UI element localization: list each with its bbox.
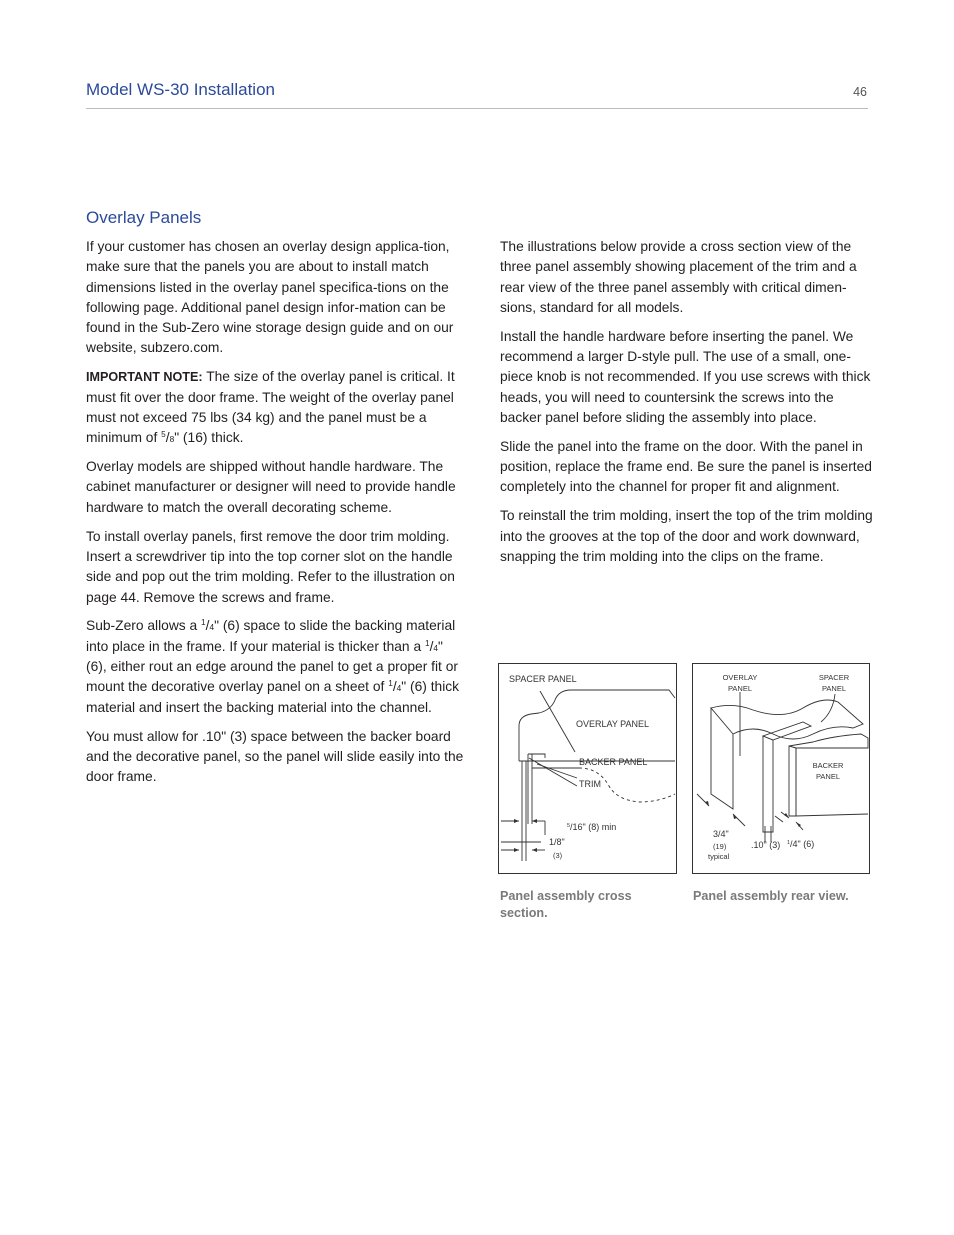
fraction-numerator: 1 bbox=[388, 679, 393, 689]
dimension-text: " (8) min bbox=[582, 822, 617, 832]
label-overlay-panel: OVERLAY PANEL bbox=[722, 673, 758, 693]
paragraph: Install the handle hardware before inserting the panel. We recommend a larger D-style pull. The use of a small, one-piece knob is not recommended. If you use screws with thick heads, you will need to countersink the screws into the backer panel before sliding the assembly into place. bbox=[500, 328, 871, 425]
label-overlay-panel: OVERLAY PANEL bbox=[576, 719, 650, 729]
paragraph-text: The size of the overlay panel is critical. It must fit over the door frame. The weight of the overlay panel must not exceed 75 lbs (34 kg) and the panel must be a minimum of bbox=[86, 369, 455, 446]
cross-section-drawing bbox=[499, 664, 676, 873]
fraction-denominator: 16 bbox=[572, 822, 583, 832]
paragraph-important-note: IMPORTANT NOTE: The size of the overlay panel is critical. It must fit over the door frame. The weight of the overlay panel must not exceed 75 lbs (34 kg) and the panel must be a minimum of $^5$/8" (16) thick. bbox=[86, 369, 455, 446]
header-divider bbox=[86, 108, 868, 109]
dimension-mm: (19) bbox=[713, 842, 727, 851]
left-column bbox=[86, 237, 466, 796]
label-backer-panel: BACKER PANEL bbox=[812, 761, 844, 781]
dimension-label: $^1$/4" (6) bbox=[787, 839, 815, 849]
fraction-denominator: 4 bbox=[433, 643, 439, 653]
paragraph: The illustrations below provide a cross section view of the three panel assembly showing placement of the trim and a rear view of the three panel assembly with critical dimen-sions, standard for all models. bbox=[500, 239, 857, 315]
label-trim: TRIM bbox=[579, 779, 601, 789]
dimension-unit: " bbox=[561, 837, 565, 847]
figure-rear-view bbox=[692, 663, 870, 874]
fraction-denominator: 4 bbox=[792, 839, 798, 849]
paragraph: Sub-Zero allows a $^1$/4" (6) space to slide the backing material into place in the frame. If your material is thicker than a $^1$/4" (6), either rout an edge around the panel to get a proper fit or mount the decorative overlay panel on a sheet of $^1$/4" (6) thick material and insert the backing material into the channel. bbox=[86, 618, 460, 715]
fraction-numerator: 1 bbox=[549, 837, 555, 847]
paragraph: You must allow for .10" (3) space between the backer board and the decorative panel, so the panel will slide easily into the door frame. bbox=[86, 728, 464, 785]
paragraph: Overlay models are shipped without handle hardware. The cabinet manufacturer or designer will need to provide handle hardware to match the overall decorating scheme. bbox=[86, 459, 456, 515]
label-spacer-panel: SPACER PANEL bbox=[509, 674, 577, 684]
dimension-note: typical bbox=[708, 852, 730, 861]
fraction-denominator: 8 bbox=[169, 435, 175, 445]
paragraph: To install overlay panels, first remove the door trim molding. Insert a screwdriver tip into the top corner slot on the handle side and pop out the trim molding. Refer to the illustration on page 44. Remove the screws and frame. bbox=[86, 528, 455, 605]
dimension-unit: " bbox=[725, 829, 729, 839]
important-note-label: IMPORTANT NOTE: bbox=[86, 370, 203, 385]
paragraph: To reinstall the trim molding, insert the top of the trim molding into the grooves at the top of the door and work downward, snapping the trim molding into the clips on the frame. bbox=[500, 508, 873, 564]
dimension-text: " (6) bbox=[797, 839, 815, 849]
paragraph-text: " (6) thick material and insert the backing material into the channel. bbox=[86, 679, 460, 715]
paragraph-text: Sub-Zero allows a bbox=[86, 618, 198, 634]
label-backer-panel: BACKER PANEL bbox=[579, 757, 648, 767]
dimension-label: $^5$/16" (8) min bbox=[567, 822, 617, 832]
fraction-numerator: 3 bbox=[713, 829, 719, 839]
paragraph-text: " (6), either rout an edge around the panel to get a proper fit or mount the decorative overlay panel on a sheet of bbox=[86, 638, 458, 695]
right-column bbox=[500, 237, 878, 576]
page-number: 46 bbox=[853, 85, 867, 99]
dimension-value: .10" bbox=[751, 840, 767, 850]
dimension-mm: (3) bbox=[769, 840, 781, 850]
fraction-numerator: 1 bbox=[201, 618, 206, 628]
paragraph: Slide the panel into the frame on the door. With the panel in position, replace the frame end. Be sure the panel is inserted completely into the channel for proper fit and alignment. bbox=[500, 438, 872, 495]
paragraph-text: " (6) space to slide the backing material into place in the frame. If your material is thicker than a bbox=[86, 618, 456, 654]
fraction-numerator: 1 bbox=[787, 839, 790, 846]
paragraph: If your customer has chosen an overlay design applica-tion, make sure that the panels you are about to install match dimensions listed in the overlay panel specifica-tions on the following page. Additional panel design infor-mation can be found in the Sub-Zero wine storage design guide and on our website, subzero.com. bbox=[86, 239, 454, 356]
section-title: Overlay Panels bbox=[86, 208, 202, 227]
figure-caption-rear-view: Panel assembly rear view. bbox=[693, 889, 849, 903]
label-spacer-panel: SPACER PANEL bbox=[818, 673, 850, 693]
paragraph-text: " (16) thick. bbox=[174, 430, 244, 446]
fraction-denominator: 4 bbox=[396, 684, 402, 694]
fraction-denominator: 4 bbox=[720, 829, 726, 839]
figure-cross-section bbox=[498, 663, 677, 874]
fraction-denominator: 8 bbox=[556, 837, 562, 847]
fraction-numerator: 5 bbox=[567, 822, 570, 829]
figure-caption-cross-section: Panel assembly cross section. bbox=[500, 889, 632, 920]
page-header-title: Model WS-30 Installation bbox=[86, 80, 275, 99]
dimension-mm: (3) bbox=[553, 851, 563, 860]
fraction-denominator: 4 bbox=[209, 623, 215, 633]
fraction-numerator: 1 bbox=[424, 638, 430, 648]
dimension-label: 1/8" bbox=[549, 837, 565, 847]
dimension-label: 3/4" bbox=[713, 829, 729, 839]
dimension-label bbox=[751, 840, 780, 851]
fraction-numerator: 5 bbox=[161, 430, 166, 440]
